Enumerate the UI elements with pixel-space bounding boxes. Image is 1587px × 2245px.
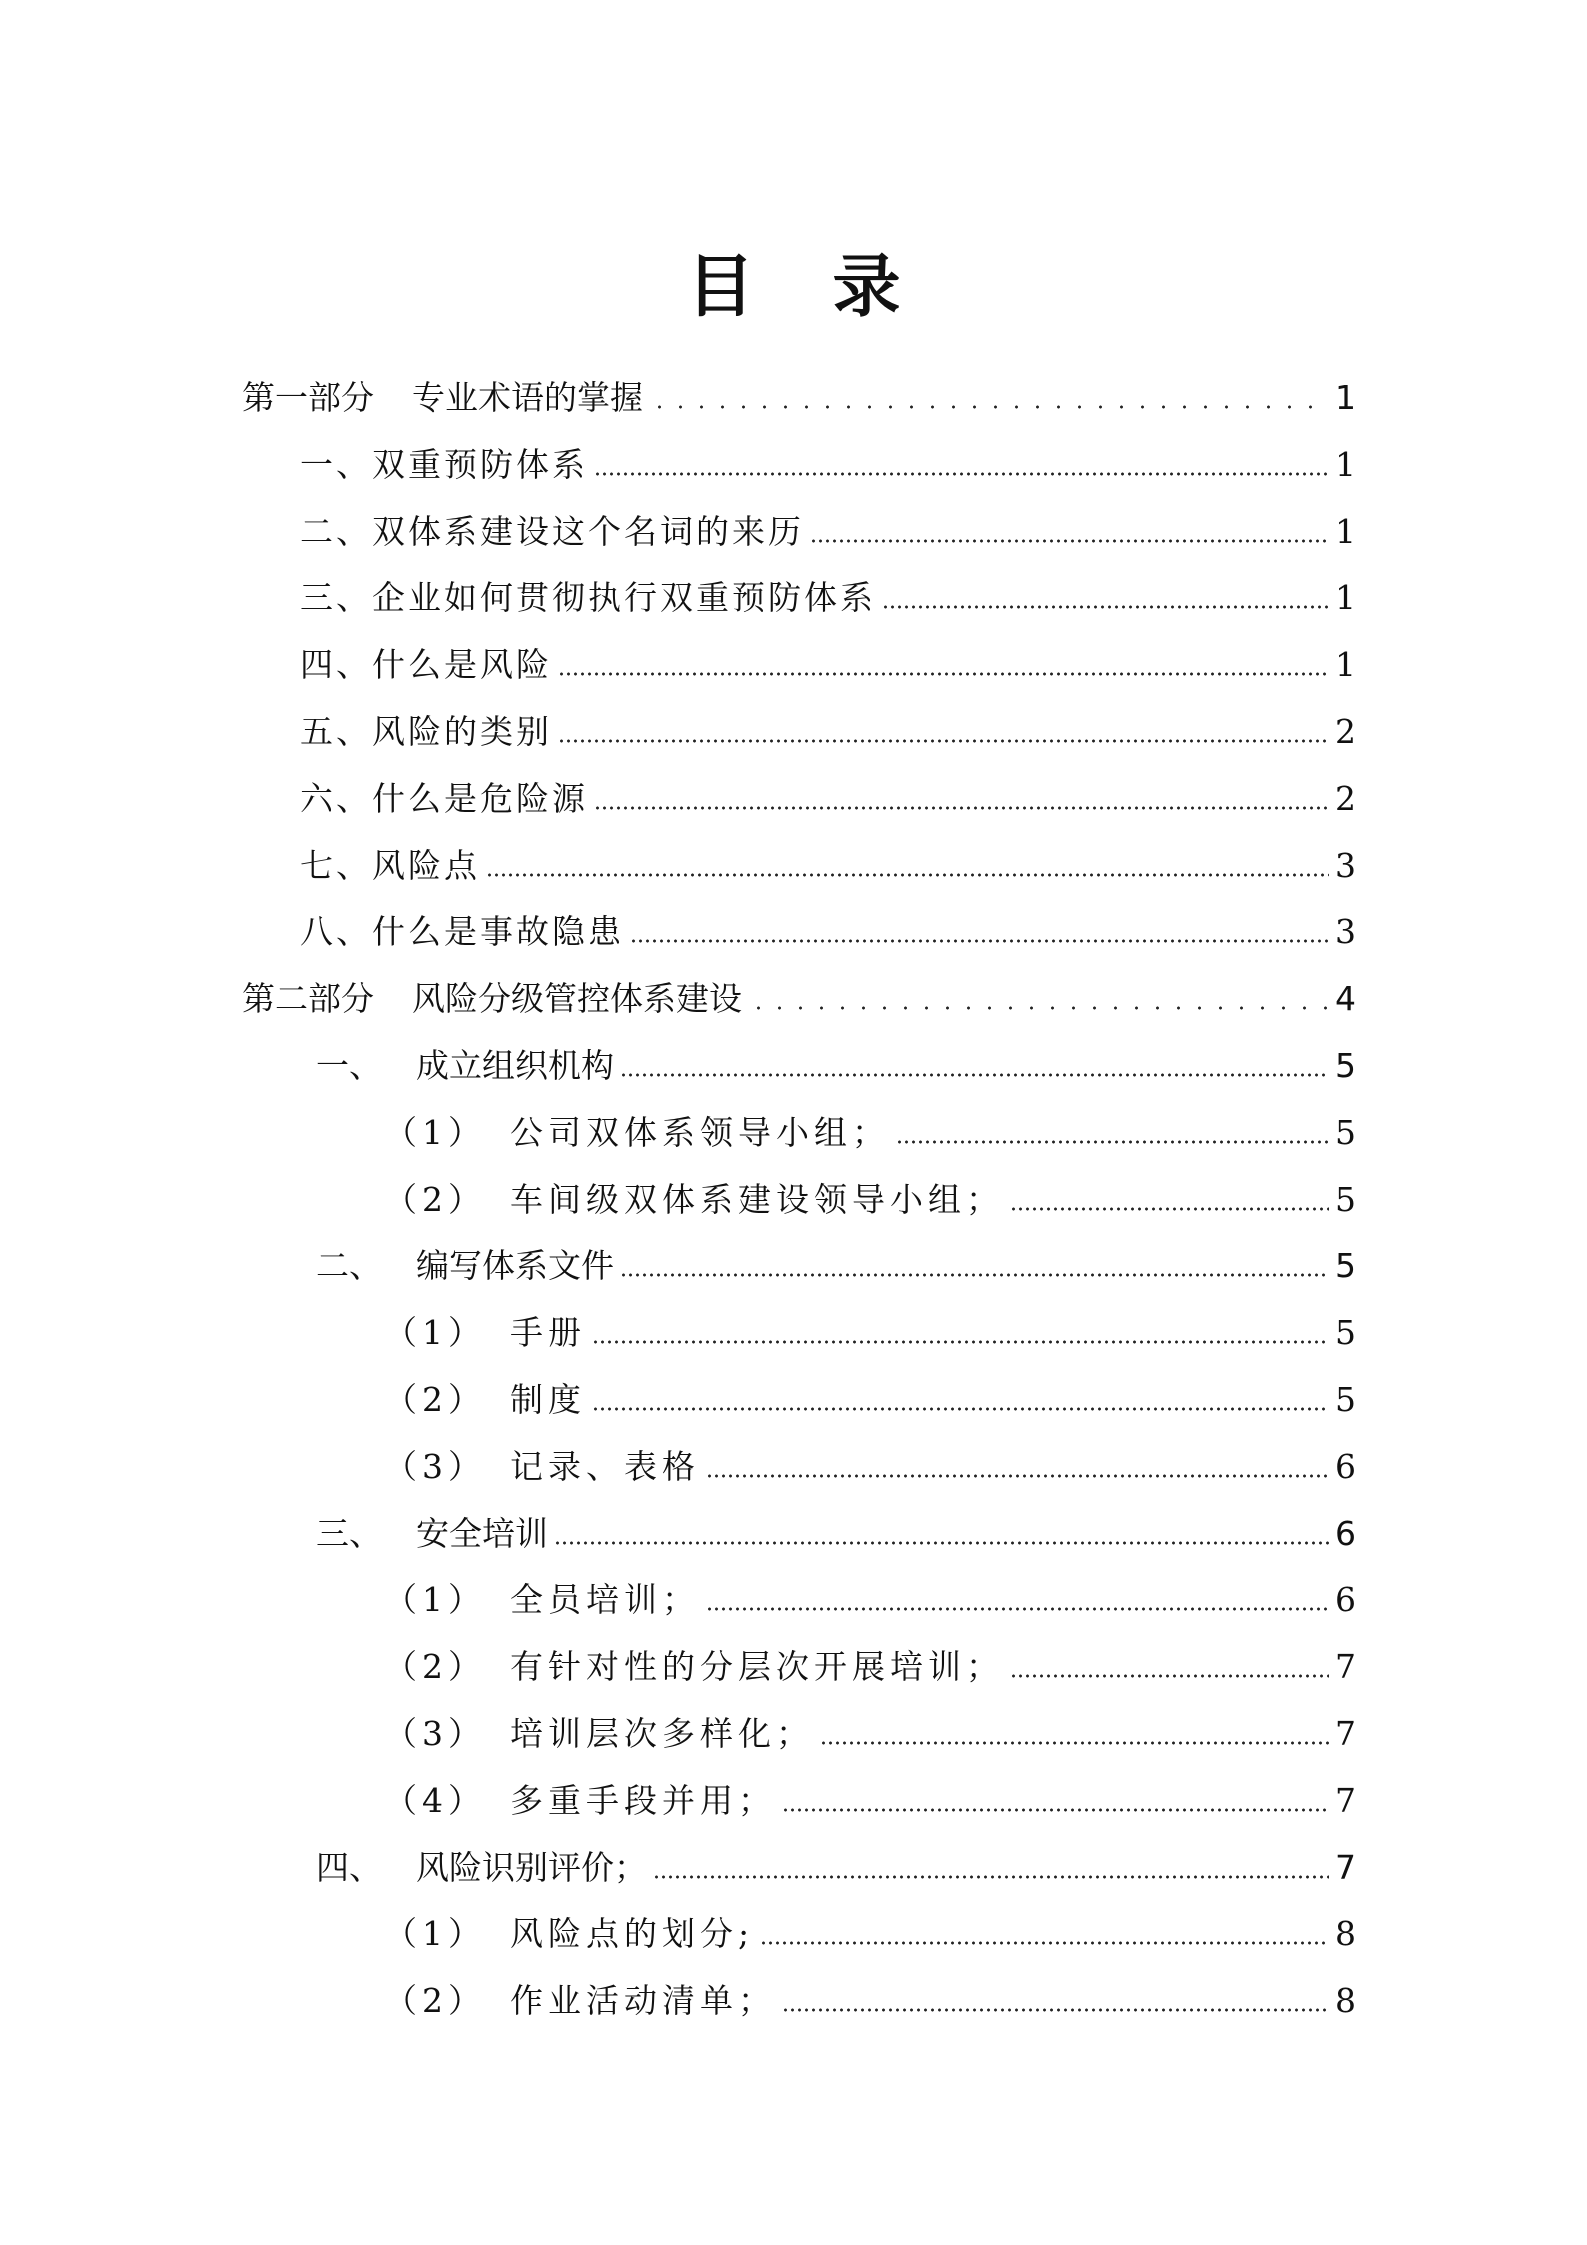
toc-entry-page-number: 2 <box>1335 778 1356 818</box>
toc-entry-title: 风险分级管控体系建设 <box>412 979 742 1019</box>
toc-entry-page-number: 5 <box>1335 1112 1356 1152</box>
dot-leader <box>748 1005 1329 1011</box>
toc-entry-page-number: 5 <box>1335 1046 1356 1085</box>
toc-entry-page-number: 7 <box>1335 1847 1356 1887</box>
toc-entry-title: 三、企业如何贯彻执行双重预防体系 <box>300 578 876 618</box>
toc-entry-label <box>384 1781 776 1821</box>
dot-leader <box>558 671 1329 677</box>
toc-entry-label <box>300 578 876 618</box>
toc-entry-label <box>316 1246 614 1286</box>
toc-entry-title: 风险点的划分; <box>510 1914 755 1954</box>
toc-entry-title: 培训层次多样化； <box>510 1714 814 1753</box>
dot-leader <box>653 1874 1329 1880</box>
toc-entry-label <box>300 779 588 819</box>
toc-entry-number: （1） <box>384 1580 486 1620</box>
toc-entry-page-number: 1 <box>1335 444 1356 484</box>
title-char-1: 目 <box>686 248 755 327</box>
toc-entry-number: （2） <box>384 1981 486 2021</box>
dot-leader <box>558 738 1329 744</box>
toc-entry-title: 一、双重预防体系 <box>300 444 588 484</box>
toc-entry[interactable] <box>384 1103 1356 1153</box>
toc-entry-page-number: 1 <box>1335 511 1356 551</box>
toc-entry-number: 三、 <box>316 1513 382 1553</box>
toc-entry-title: 车间级双体系建设领导小组； <box>510 1179 1004 1219</box>
toc-entry-page-number: 6 <box>1335 1580 1356 1620</box>
toc-entry-label <box>242 378 643 418</box>
dot-leader <box>594 805 1329 811</box>
toc-entry[interactable] <box>384 1637 1356 1687</box>
toc-entry[interactable] <box>300 502 1356 552</box>
toc-entry-label <box>300 445 588 485</box>
toc-entry-number: 第一部分 <box>242 378 374 417</box>
toc-entry-page-number: 5 <box>1335 1246 1356 1286</box>
dot-leader <box>620 1272 1329 1278</box>
page-title <box>0 248 1587 328</box>
toc-entry-page-number: 1 <box>1335 378 1356 417</box>
dot-leader <box>882 604 1329 610</box>
toc-entry-page-number: 7 <box>1335 1780 1356 1820</box>
toc-entry-title: 制度 <box>510 1380 586 1419</box>
toc-entry[interactable] <box>384 1704 1356 1754</box>
toc-entry-number: 第二部分 <box>242 979 374 1019</box>
dot-leader <box>896 1139 1329 1145</box>
toc-entry-number: （2） <box>384 1179 486 1219</box>
toc-entry-number: （1） <box>384 1914 486 1954</box>
toc-entry-title: 六、什么是危险源 <box>300 778 588 818</box>
dot-leader <box>630 938 1329 944</box>
toc-entry-number: （1） <box>384 1313 486 1353</box>
dot-leader <box>820 1740 1329 1746</box>
toc-entry-number: （2） <box>384 1647 486 1687</box>
toc-entry-label <box>384 1580 700 1620</box>
toc-entry-number: （3） <box>384 1446 486 1486</box>
toc-entry[interactable] <box>316 1036 1356 1086</box>
toc-entry-page-number: 8 <box>1335 1981 1356 2021</box>
dot-leader <box>810 538 1329 544</box>
dot-leader <box>592 1339 1329 1345</box>
toc-entry-title: 二、双体系建设这个名词的来历 <box>300 511 804 551</box>
toc-entry-page-number: 1 <box>1335 578 1356 618</box>
dot-leader <box>554 1540 1329 1546</box>
toc-entry-label <box>384 1313 586 1353</box>
toc-entry[interactable] <box>300 435 1356 485</box>
toc-entry-title: 手册 <box>510 1313 586 1353</box>
toc-entry-title: 风险识别评价； <box>416 1847 647 1887</box>
toc-entry[interactable] <box>384 1370 1356 1420</box>
toc-entry[interactable] <box>300 902 1356 952</box>
toc-entry[interactable] <box>384 1771 1356 1821</box>
toc-entry[interactable] <box>300 635 1356 685</box>
dot-leader <box>649 404 1329 410</box>
toc-entry[interactable] <box>242 368 1356 418</box>
toc-entry-label <box>300 846 480 886</box>
toc-entry-title: 作业活动清单； <box>510 1981 776 2021</box>
toc-entry-page-number: 5 <box>1335 1380 1356 1419</box>
toc-entry[interactable] <box>316 1236 1356 1286</box>
toc-entry-title: 专业术语的掌握 <box>412 378 643 417</box>
dot-leader <box>706 1473 1329 1479</box>
toc-entry[interactable] <box>300 769 1356 819</box>
toc-entry-page-number: 6 <box>1335 1513 1356 1553</box>
toc-entry-title: 四、什么是风险 <box>300 645 552 685</box>
toc-entry-label <box>300 645 552 685</box>
toc-entry[interactable] <box>384 1303 1356 1353</box>
toc-entry-label <box>384 1647 1004 1687</box>
toc-entry[interactable] <box>384 1971 1356 2021</box>
toc-entry-page-number: 3 <box>1335 845 1356 885</box>
toc-entry-label <box>384 1380 586 1420</box>
toc-entry-label <box>384 1981 776 2021</box>
dot-leader <box>1010 1673 1329 1679</box>
toc-entry-number: 一、 <box>316 1046 382 1085</box>
toc-entry-title: 七、风险点 <box>300 845 480 885</box>
toc-entry-number: （2） <box>384 1380 486 1419</box>
toc-entry[interactable] <box>300 568 1356 618</box>
dot-leader <box>592 1406 1329 1412</box>
toc-entry[interactable] <box>384 1170 1356 1220</box>
toc-entry-title: 五、风险的类别 <box>300 712 552 751</box>
toc-entry-page-number: 4 <box>1335 979 1356 1019</box>
toc-entry[interactable] <box>242 969 1356 1019</box>
toc-entry-title: 全员培训； <box>510 1580 700 1620</box>
toc-entry-label <box>384 1180 1004 1220</box>
toc-entry-page-number: 6 <box>1335 1446 1356 1486</box>
toc-entry-title: 编写体系文件 <box>416 1246 614 1286</box>
toc-entry-title: 记录、表格 <box>510 1446 700 1486</box>
toc-entry[interactable] <box>384 1570 1356 1620</box>
toc-entry[interactable] <box>300 702 1356 752</box>
toc-entry-label <box>316 1848 647 1888</box>
dot-leader <box>620 1072 1329 1078</box>
toc-entry[interactable] <box>316 1838 1356 1888</box>
toc-entry-number: （4） <box>384 1780 486 1820</box>
dot-leader <box>1010 1206 1329 1212</box>
toc-entry-label <box>384 1113 890 1153</box>
toc-entry-number: 四、 <box>316 1847 382 1887</box>
toc-entry-label <box>384 1447 700 1487</box>
toc-entry-page-number: 7 <box>1335 1647 1356 1687</box>
toc-entry-page-number: 7 <box>1335 1714 1356 1753</box>
toc-entry-title: 安全培训 <box>416 1513 548 1553</box>
dot-leader <box>782 1807 1329 1813</box>
toc-entry-label <box>300 712 552 752</box>
toc-entry[interactable] <box>316 1504 1356 1554</box>
toc-entry-label <box>316 1514 548 1554</box>
toc-entry-title: 有针对性的分层次开展培训； <box>510 1647 1004 1687</box>
title-char-2: 录 <box>832 248 901 327</box>
toc-entry-label <box>384 1914 754 1954</box>
toc-entry-page-number: 5 <box>1335 1179 1356 1219</box>
dot-leader <box>782 2007 1329 2013</box>
toc-entry-title: 多重手段并用； <box>510 1780 776 1820</box>
dot-leader <box>486 872 1329 878</box>
toc-entry-page-number: 1 <box>1335 645 1356 685</box>
toc-entry-title: 成立组织机构 <box>416 1046 614 1085</box>
toc-entry-label <box>242 979 742 1019</box>
toc-entry[interactable] <box>300 836 1356 886</box>
dot-leader <box>706 1606 1329 1612</box>
toc-entry-number: （3） <box>384 1714 486 1753</box>
toc-entry-label <box>300 912 624 952</box>
toc-entry[interactable] <box>384 1904 1356 1954</box>
toc-entry-number: 二、 <box>316 1246 382 1286</box>
dot-leader <box>760 1940 1329 1946</box>
toc-entry-page-number: 8 <box>1335 1914 1356 1954</box>
toc-entry-title: 公司双体系领导小组； <box>510 1112 890 1152</box>
toc-entry-page-number: 5 <box>1335 1313 1356 1353</box>
toc-entry-label <box>300 512 804 552</box>
toc-entry-label <box>384 1714 814 1754</box>
toc-entry-page-number: 3 <box>1335 912 1356 952</box>
toc-entry-label <box>316 1046 614 1086</box>
toc-entry-number: （1） <box>384 1112 486 1152</box>
toc-entry-title: 八、什么是事故隐患 <box>300 912 624 952</box>
toc-entry[interactable] <box>384 1437 1356 1487</box>
dot-leader <box>594 471 1329 477</box>
toc-entry-page-number: 2 <box>1335 712 1356 751</box>
